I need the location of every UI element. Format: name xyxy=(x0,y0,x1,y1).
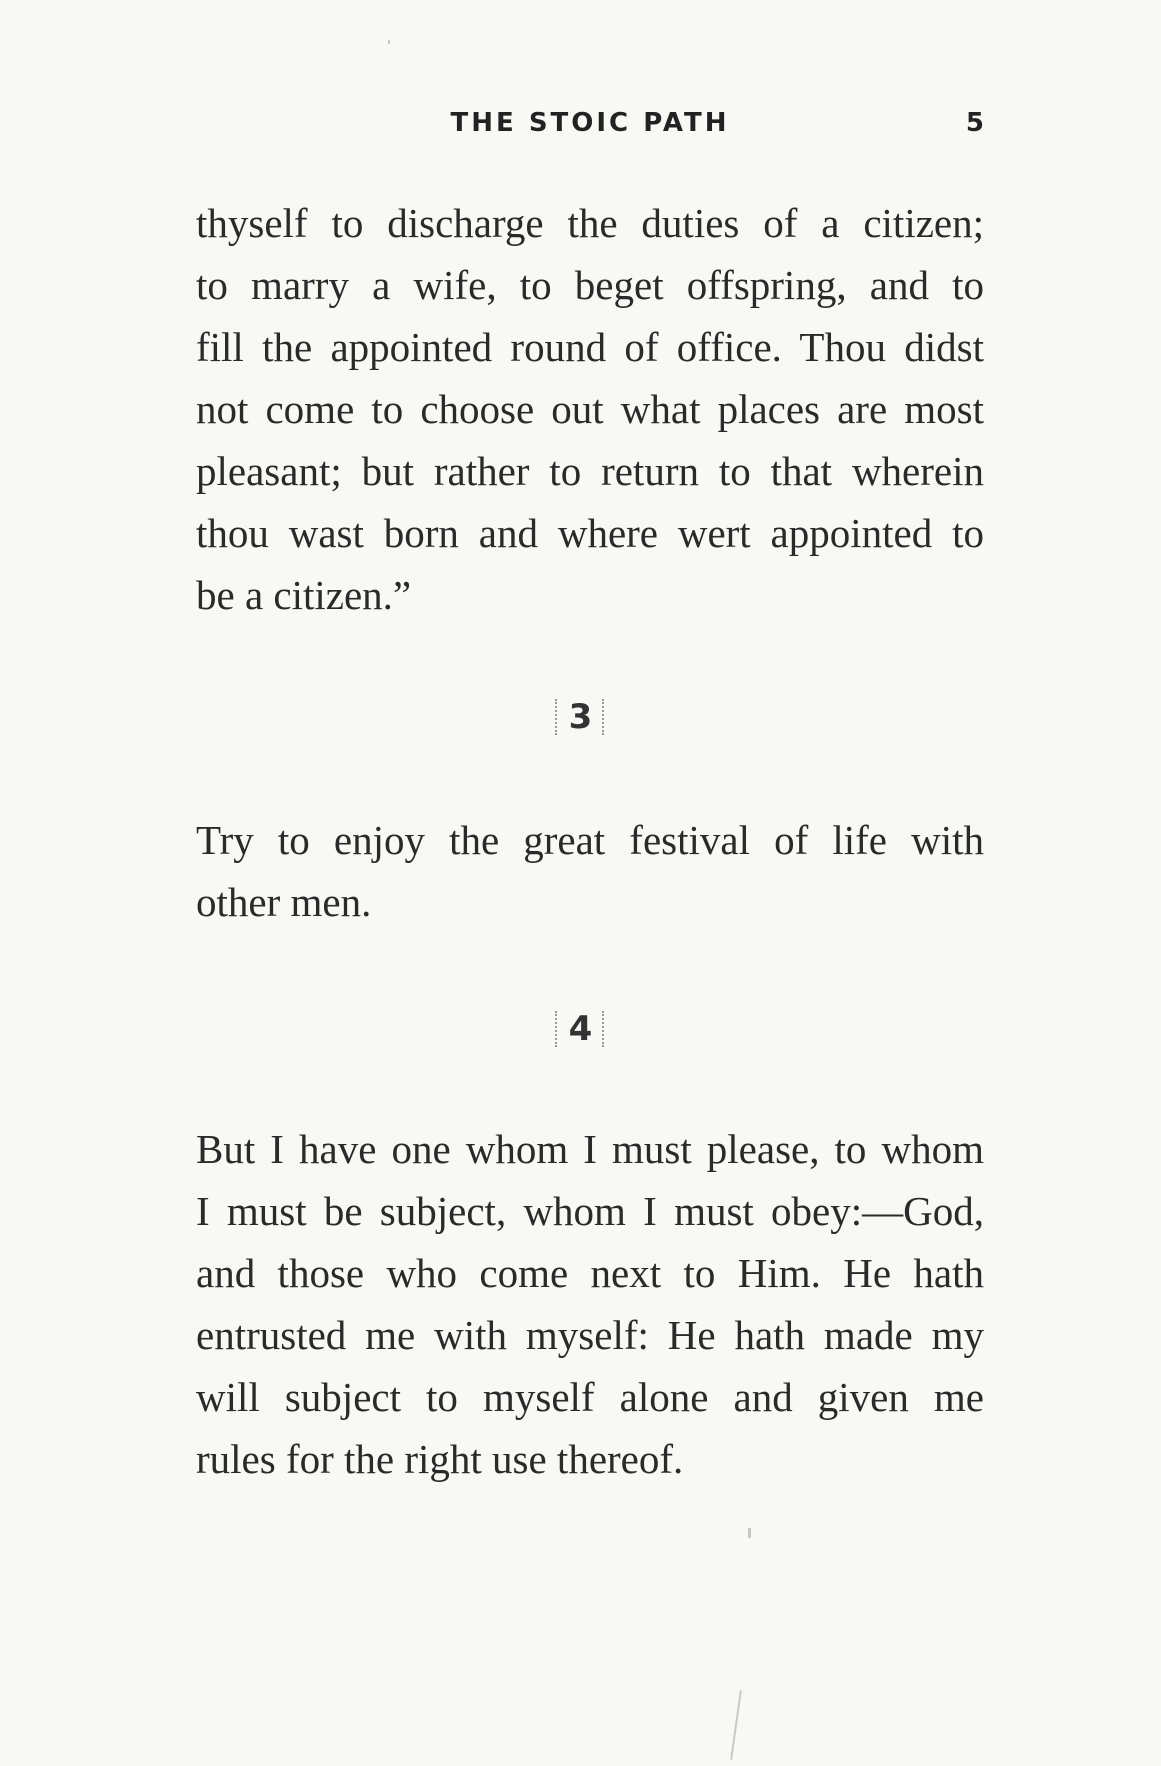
text-line: fill the appointed round of office. Thou didst xyxy=(196,324,984,370)
text-line: not come to choose out what places are most xyxy=(196,386,984,432)
page-number: 5 xyxy=(965,108,984,138)
divider-bar-left xyxy=(555,1011,559,1047)
text-line: I must be subject, whom I must obey:—God, xyxy=(196,1188,984,1234)
text-line: thyself to discharge the duties of a citizen; xyxy=(196,200,984,246)
text-line: pleasant; but rather to return to that wherein xyxy=(196,448,984,494)
text-line: entrusted me with myself: He hath made my xyxy=(196,1312,984,1358)
paragraph-continuation xyxy=(196,192,984,626)
running-head xyxy=(196,103,984,143)
section-marker-3 xyxy=(0,693,1161,741)
text-line: thou wast born and where wert appointed to xyxy=(196,510,984,556)
running-title: THE STOIC PATH xyxy=(450,108,730,138)
text-line: be a citizen.” xyxy=(196,572,412,618)
section-marker-4 xyxy=(0,1005,1161,1053)
scan-speck xyxy=(388,40,390,44)
divider-bar-right xyxy=(602,699,606,735)
text-line: But I have one whom I must please, to whom xyxy=(196,1126,984,1172)
scan-streak xyxy=(730,1690,742,1760)
paragraph-section-3 xyxy=(196,809,984,933)
paragraph-section-4 xyxy=(196,1118,984,1490)
text-line: other men. xyxy=(196,879,372,925)
section-number: 3 xyxy=(568,697,593,737)
text-line: will subject to myself alone and given me xyxy=(196,1374,984,1420)
scan-speck xyxy=(748,1528,751,1538)
text-line: to marry a wife, to beget offspring, and to xyxy=(196,262,984,308)
text-line: rules for the right use thereof. xyxy=(196,1436,684,1482)
divider-bar-right xyxy=(602,1011,606,1047)
text-line: Try to enjoy the great festival of life with xyxy=(196,817,984,863)
divider-bar-left xyxy=(555,699,559,735)
section-number: 4 xyxy=(568,1009,593,1049)
text-line: and those who come next to Him. He hath xyxy=(196,1250,984,1296)
